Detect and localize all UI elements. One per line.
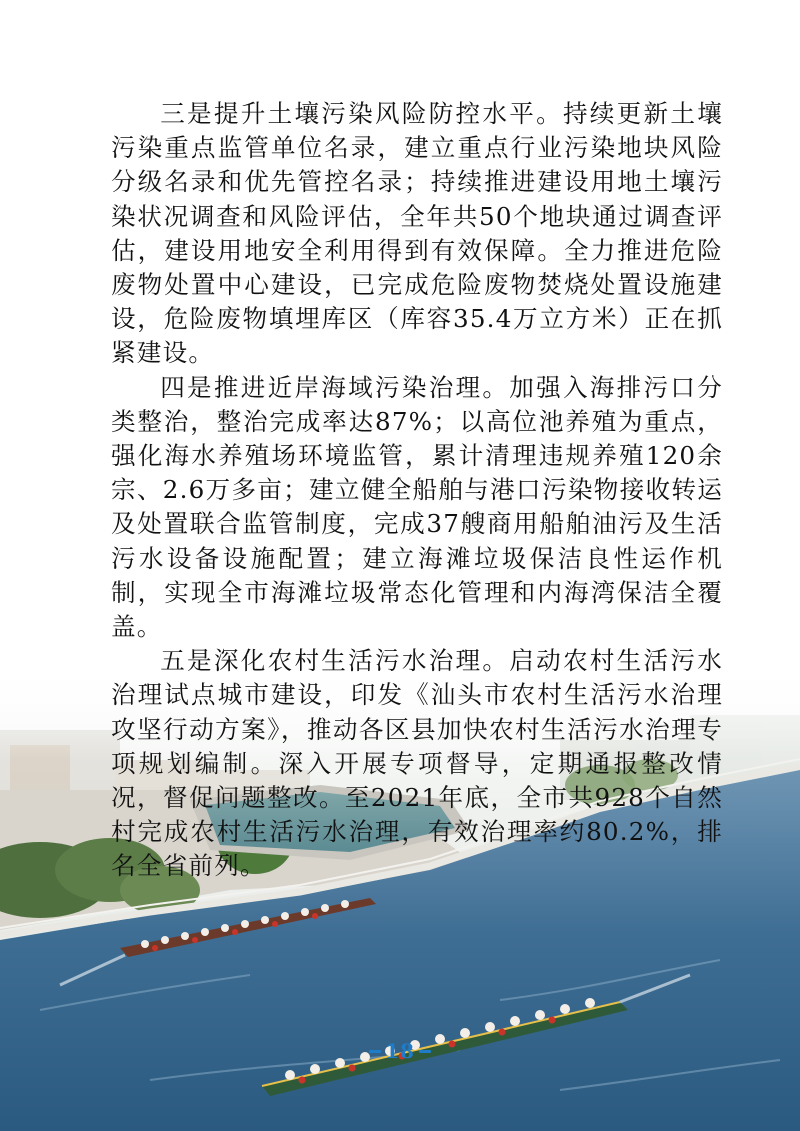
page-number-footer — [355, 1036, 445, 1066]
body-text — [111, 97, 723, 884]
page-number-right-dash — [419, 1050, 431, 1053]
paragraph-coastal: 四是推进近岸海域污染治理。加强入海排污口分类整治，整治完成率达87%；以高位池养殖为重点，强化海水养殖场环境监管，累计清理违规养殖120余宗、2.6万多亩；建立健全船舶与港口污染物接收转运及处置联合监管制度，完成37艘商用船舶油污及生活污水设备设施配置；建立海滩垃圾保洁良性运作机制，实现全市海滩垃圾常态化管理和内海湾保洁全覆盖。 — [111, 372, 723, 642]
paragraph-rural-sewage: 五是深化农村生活污水治理。启动农村生活污水治理试点城市建设，印发《汕头市农村生活污水治理攻坚行动方案》，推动各区县加快农村生活污水治理专项规划编制。深入开展专项督导，定期通报整改情况，督促问题整改。至2021年底，全市共928个自然村完成农村生活污水治理，有效治理率约80.2%，排名全省前列。 — [111, 646, 723, 881]
page-number-left-dash — [369, 1050, 381, 1053]
paragraph-soil: 三是提升土壤污染风险防控水平。持续更新土壤污染重点监管单位名录，建立重点行业污染地块风险分级名录和优先管控名录；持续推进建设用地土壤污染状况调查和风险评估，全年共50个地块通过调查评估，建设用地安全利用得到有效保障。全力推进危险废物处置中心建设，已完成危险废物焚烧处置设施建设，危险废物填埋库区（库容35.4万立方米）正在抓紧建设。 — [111, 99, 723, 368]
page-number: 18 — [385, 1039, 415, 1063]
